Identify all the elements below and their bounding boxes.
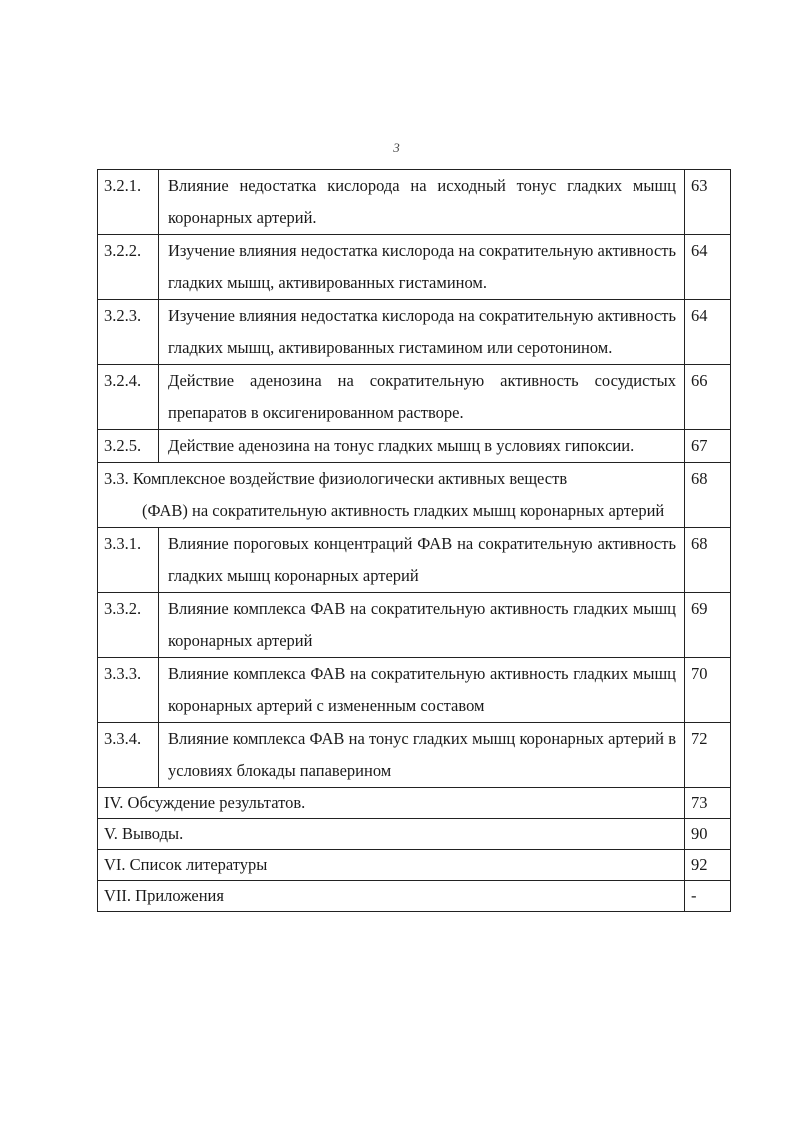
toc-row-number: 3.3.2. <box>98 593 159 658</box>
toc-row-title: Влияние недостатка кислорода на исходный тонус гладких мышц коронарных артерий. <box>159 170 685 235</box>
toc-row-number: 3.2.2. <box>98 235 159 300</box>
toc-row-title: Изучение влияния недостатка кислорода на сократительную активность гладких мышц, активированных гистамином или серотонином. <box>159 300 685 365</box>
toc-row-number: 3.3.4. <box>98 723 159 788</box>
toc-row-title: Влияние комплекса ФАВ на сократительную активность гладких мышц коронарных артерий с измененным составом <box>159 658 685 723</box>
toc-row-title: Влияние комплекса ФАВ на тонус гладких мышц коронарных артерий в условиях блокады папаверином <box>159 723 685 788</box>
toc-row-number: 3.2.5. <box>98 430 159 463</box>
toc-row-3-2-3 <box>98 300 731 365</box>
toc-row-title: Действие аденозина на тонус гладких мышц в условиях гипоксии. <box>159 430 685 463</box>
toc-section-title <box>98 463 685 528</box>
toc-section-continuation: (ФАВ) на сократительную активность гладких мышц коронарных артерий <box>142 501 665 520</box>
toc-row-3-2-5 <box>98 430 731 463</box>
toc-row-number: 3.3.3. <box>98 658 159 723</box>
toc-row-page: 64 <box>685 235 731 300</box>
toc-row-3-3-3 <box>98 658 731 723</box>
toc-row-page: 68 <box>685 528 731 593</box>
toc-row-page: 69 <box>685 593 731 658</box>
toc-chapter-title: VI. Список литературы <box>98 850 685 881</box>
toc-chapter-title: IV. Обсуждение результатов. <box>98 788 685 819</box>
toc-row-3-2-2 <box>98 235 731 300</box>
toc-chapter-vii <box>98 881 731 912</box>
toc-chapter-title: V. Выводы. <box>98 819 685 850</box>
table-of-contents <box>97 169 731 912</box>
toc-row-page: 64 <box>685 300 731 365</box>
toc-row-number: 3.3.1. <box>98 528 159 593</box>
toc-row-number: 3.2.3. <box>98 300 159 365</box>
toc-chapter-page: 90 <box>685 819 731 850</box>
toc-section-3-3 <box>98 463 731 528</box>
page-number: 3 <box>393 140 400 155</box>
toc-row-page: 66 <box>685 365 731 430</box>
toc-section-page: 68 <box>685 463 731 528</box>
toc-row-number: 3.2.1. <box>98 170 159 235</box>
toc-row-page: 72 <box>685 723 731 788</box>
toc-chapter-iv <box>98 788 731 819</box>
toc-chapter-page: - <box>685 881 731 912</box>
toc-chapter-page: 92 <box>685 850 731 881</box>
toc-row-title: Влияние пороговых концентраций ФАВ на сократительную активность гладких мышц коронарных артерий <box>159 528 685 593</box>
toc-row-3-2-1 <box>98 170 731 235</box>
toc-row-title: Изучение влияния недостатка кислорода на сократительную активность гладких мышц, активированных гистамином. <box>159 235 685 300</box>
toc-row-page: 70 <box>685 658 731 723</box>
toc-row-page: 67 <box>685 430 731 463</box>
toc-row-3-2-4 <box>98 365 731 430</box>
toc-row-page: 63 <box>685 170 731 235</box>
toc-row-title: Действие аденозина на сократительную активность сосудистых препаратов в оксигенированном растворе. <box>159 365 685 430</box>
toc-row-title: Влияние комплекса ФАВ на сократительную активность гладких мышц коронарных артерий <box>159 593 685 658</box>
toc-chapter-page: 73 <box>685 788 731 819</box>
toc-row-3-3-1 <box>98 528 731 593</box>
toc-row-3-3-2 <box>98 593 731 658</box>
toc-section-first-line: 3.3. Комплексное воздействие физиологически активных веществ <box>104 469 568 488</box>
toc-row-3-3-4 <box>98 723 731 788</box>
toc-chapter-v <box>98 819 731 850</box>
toc-chapter-title: VII. Приложения <box>98 881 685 912</box>
toc-chapter-vi <box>98 850 731 881</box>
toc-row-number: 3.2.4. <box>98 365 159 430</box>
